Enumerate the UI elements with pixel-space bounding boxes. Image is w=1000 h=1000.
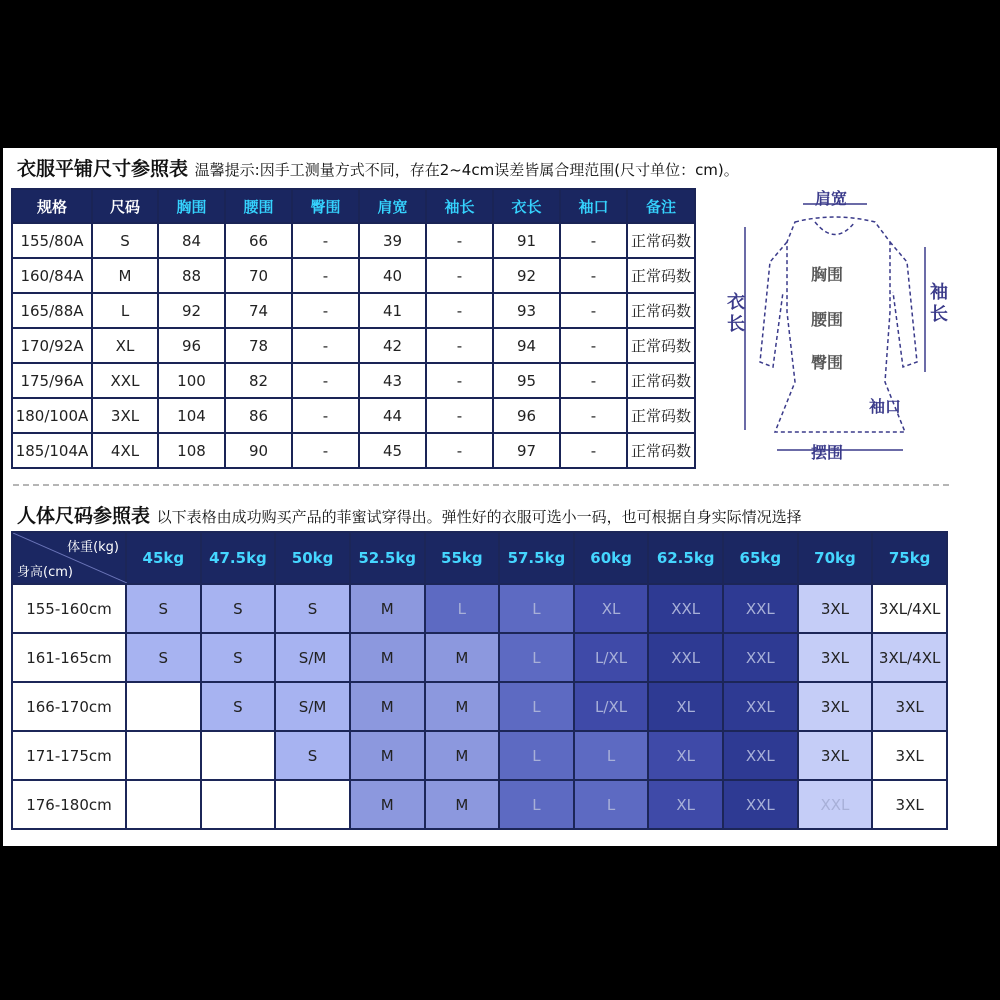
table-cell: -: [292, 398, 359, 433]
size-cell: [201, 780, 276, 829]
table-cell: 正常码数: [627, 223, 695, 258]
flat-size-title: [17, 154, 739, 181]
sleeve-label: 袖长: [930, 282, 948, 325]
size-cell: M: [350, 731, 425, 780]
flat-header-cell: 臀围: [292, 189, 359, 223]
size-cell: [201, 731, 276, 780]
table-cell: -: [292, 328, 359, 363]
table-row: [12, 328, 695, 363]
table-cell: -: [292, 223, 359, 258]
table-cell: -: [560, 293, 627, 328]
corner-cell: [12, 532, 126, 584]
size-cell: XL: [574, 584, 649, 633]
table-cell: 93: [493, 293, 560, 328]
hem-label: 摆围: [811, 443, 844, 462]
table-cell: 正常码数: [627, 398, 695, 433]
size-cell: S: [126, 633, 201, 682]
size-cell: XXL: [723, 584, 798, 633]
size-cell: XXL: [723, 682, 798, 731]
table-cell: 43: [359, 363, 426, 398]
table-cell: XL: [92, 328, 158, 363]
table-row: [12, 633, 947, 682]
flat-header-cell: 尺码: [92, 189, 158, 223]
size-cell: L: [499, 780, 574, 829]
size-cell: [126, 682, 201, 731]
table-cell: -: [426, 398, 493, 433]
table-cell: 96: [158, 328, 225, 363]
weight-header-cell: 52.5kg: [350, 532, 425, 584]
table-cell: 84: [158, 223, 225, 258]
table-cell: 4XL: [92, 433, 158, 468]
table-row: [12, 433, 695, 468]
table-cell: 104: [158, 398, 225, 433]
table-cell: 92: [158, 293, 225, 328]
size-cell: L/XL: [574, 682, 649, 731]
weight-header-cell: 55kg: [425, 532, 500, 584]
table-cell: S: [92, 223, 158, 258]
size-cell: M: [350, 584, 425, 633]
table-cell: -: [292, 433, 359, 468]
size-cell: S/M: [275, 633, 350, 682]
table-cell: -: [560, 398, 627, 433]
size-cell: 3XL/4XL: [872, 584, 947, 633]
table-cell: 82: [225, 363, 292, 398]
table-cell: -: [560, 223, 627, 258]
table-cell: XXL: [92, 363, 158, 398]
size-cell: S: [126, 584, 201, 633]
table-cell: 74: [225, 293, 292, 328]
weight-header-cell: 50kg: [275, 532, 350, 584]
table-cell: 正常码数: [627, 258, 695, 293]
table-cell: 90: [225, 433, 292, 468]
table-cell: 70: [225, 258, 292, 293]
flat-size-header-row: [12, 189, 695, 223]
table-cell: -: [292, 258, 359, 293]
waist-label: 腰围: [811, 310, 844, 329]
table-cell: 97: [493, 433, 560, 468]
size-cell: L: [574, 780, 649, 829]
table-cell: 92: [493, 258, 560, 293]
size-cell: XXL: [648, 633, 723, 682]
table-row: [12, 682, 947, 731]
size-chart-panel: [3, 148, 997, 846]
table-cell: 180/100A: [12, 398, 92, 433]
size-cell: 3XL: [872, 731, 947, 780]
size-cell: 3XL: [798, 731, 873, 780]
table-cell: -: [560, 433, 627, 468]
table-cell: 3XL: [92, 398, 158, 433]
weight-header-cell: 47.5kg: [201, 532, 276, 584]
flat-header-cell: 衣长: [493, 189, 560, 223]
table-cell: 175/96A: [12, 363, 92, 398]
size-cell: M: [425, 780, 500, 829]
table-cell: 正常码数: [627, 363, 695, 398]
size-cell: M: [350, 780, 425, 829]
flat-header-cell: 袖长: [426, 189, 493, 223]
table-cell: -: [292, 363, 359, 398]
flat-header-cell: 备注: [627, 189, 695, 223]
flat-header-cell: 腰围: [225, 189, 292, 223]
size-cell: L/XL: [574, 633, 649, 682]
size-cell: XXL: [648, 584, 723, 633]
height-axis-label: 身高(cm): [17, 565, 73, 580]
flat-header-cell: 袖口: [560, 189, 627, 223]
body-size-header-row: [12, 532, 947, 584]
table-cell: -: [292, 293, 359, 328]
table-cell: 160/84A: [12, 258, 92, 293]
size-cell: 3XL: [798, 584, 873, 633]
table-row: [12, 398, 695, 433]
size-cell: M: [425, 633, 500, 682]
hip-label: 臀围: [811, 353, 844, 372]
size-cell: 3XL: [872, 780, 947, 829]
size-cell: XXL: [723, 633, 798, 682]
flat-header-cell: 规格: [12, 189, 92, 223]
table-row: [12, 363, 695, 398]
size-cell: XXL: [723, 731, 798, 780]
weight-header-cell: 65kg: [723, 532, 798, 584]
size-cell: XL: [648, 731, 723, 780]
table-cell: 41: [359, 293, 426, 328]
size-cell: [126, 780, 201, 829]
table-cell: 44: [359, 398, 426, 433]
size-cell: L: [499, 584, 574, 633]
flat-header-cell: 肩宽: [359, 189, 426, 223]
size-cell: M: [350, 682, 425, 731]
height-range-cell: 166-170cm: [12, 682, 126, 731]
size-cell: S: [275, 731, 350, 780]
section-divider: [13, 484, 949, 486]
table-cell: -: [560, 258, 627, 293]
table-cell: -: [426, 433, 493, 468]
body-size-table: [11, 531, 948, 830]
body-size-title: [17, 501, 802, 528]
size-cell: [275, 780, 350, 829]
table-cell: 155/80A: [12, 223, 92, 258]
chest-label: 胸围: [811, 265, 844, 284]
table-cell: 39: [359, 223, 426, 258]
size-cell: S/M: [275, 682, 350, 731]
table-cell: 100: [158, 363, 225, 398]
table-cell: M: [92, 258, 158, 293]
flat-header-cell: 胸围: [158, 189, 225, 223]
table-row: [12, 223, 695, 258]
table-cell: 165/88A: [12, 293, 92, 328]
table-cell: 正常码数: [627, 293, 695, 328]
table-cell: -: [426, 258, 493, 293]
size-cell: L: [499, 682, 574, 731]
size-cell: L: [574, 731, 649, 780]
weight-header-cell: 45kg: [126, 532, 201, 584]
weight-header-cell: 70kg: [798, 532, 873, 584]
size-cell: M: [425, 682, 500, 731]
size-cell: S: [201, 584, 276, 633]
size-cell: 3XL/4XL: [872, 633, 947, 682]
weight-header-cell: 60kg: [574, 532, 649, 584]
flat-size-title-text: 衣服平铺尺寸参照表: [17, 158, 189, 180]
table-row: [12, 293, 695, 328]
table-cell: 88: [158, 258, 225, 293]
table-cell: 66: [225, 223, 292, 258]
table-cell: L: [92, 293, 158, 328]
table-cell: -: [426, 328, 493, 363]
body-size-note: 以下表格由成功购买产品的菲蜜试穿得出。弹性好的衣服可选小一码，也可根据自身实际情况选择: [156, 508, 802, 526]
table-cell: 94: [493, 328, 560, 363]
table-cell: 45: [359, 433, 426, 468]
table-cell: 正常码数: [627, 433, 695, 468]
height-range-cell: 161-165cm: [12, 633, 126, 682]
weight-header-cell: 75kg: [872, 532, 947, 584]
size-cell: [126, 731, 201, 780]
body-size-title-text: 人体尺码参照表: [17, 505, 151, 527]
table-cell: 86: [225, 398, 292, 433]
size-cell: L: [499, 731, 574, 780]
table-cell: 42: [359, 328, 426, 363]
size-cell: L: [499, 633, 574, 682]
length-label: 衣长: [727, 292, 745, 335]
table-cell: 185/104A: [12, 433, 92, 468]
table-cell: -: [426, 223, 493, 258]
table-cell: 96: [493, 398, 560, 433]
cuff-label: 袖口: [869, 397, 902, 416]
size-cell: S: [201, 633, 276, 682]
size-cell: L: [425, 584, 500, 633]
table-cell: 78: [225, 328, 292, 363]
size-cell: M: [350, 633, 425, 682]
height-range-cell: 155-160cm: [12, 584, 126, 633]
height-range-cell: 171-175cm: [12, 731, 126, 780]
table-cell: 95: [493, 363, 560, 398]
weight-axis-label: 体重(kg): [67, 540, 119, 555]
table-cell: -: [426, 363, 493, 398]
table-cell: 40: [359, 258, 426, 293]
garment-diagram: [715, 182, 955, 472]
size-cell: S: [275, 584, 350, 633]
table-cell: -: [426, 293, 493, 328]
size-cell: XXL: [798, 780, 873, 829]
flat-size-note: 温馨提示:因手工测量方式不同，存在2~4cm误差皆属合理范围(尺寸单位：cm)。: [194, 161, 739, 179]
table-cell: -: [560, 363, 627, 398]
shoulder-label: 肩宽: [815, 189, 848, 208]
height-range-cell: 176-180cm: [12, 780, 126, 829]
table-row: [12, 584, 947, 633]
table-row: [12, 258, 695, 293]
weight-header-cell: 62.5kg: [648, 532, 723, 584]
size-cell: S: [201, 682, 276, 731]
size-cell: XL: [648, 780, 723, 829]
table-cell: 108: [158, 433, 225, 468]
table-cell: 91: [493, 223, 560, 258]
table-row: [12, 731, 947, 780]
size-cell: M: [425, 731, 500, 780]
size-cell: 3XL: [798, 682, 873, 731]
size-cell: 3XL: [798, 633, 873, 682]
table-cell: -: [560, 328, 627, 363]
size-cell: XXL: [723, 780, 798, 829]
table-cell: 正常码数: [627, 328, 695, 363]
size-cell: XL: [648, 682, 723, 731]
weight-header-cell: 57.5kg: [499, 532, 574, 584]
table-cell: 170/92A: [12, 328, 92, 363]
table-row: [12, 780, 947, 829]
flat-size-table: [11, 188, 696, 469]
size-cell: 3XL: [872, 682, 947, 731]
